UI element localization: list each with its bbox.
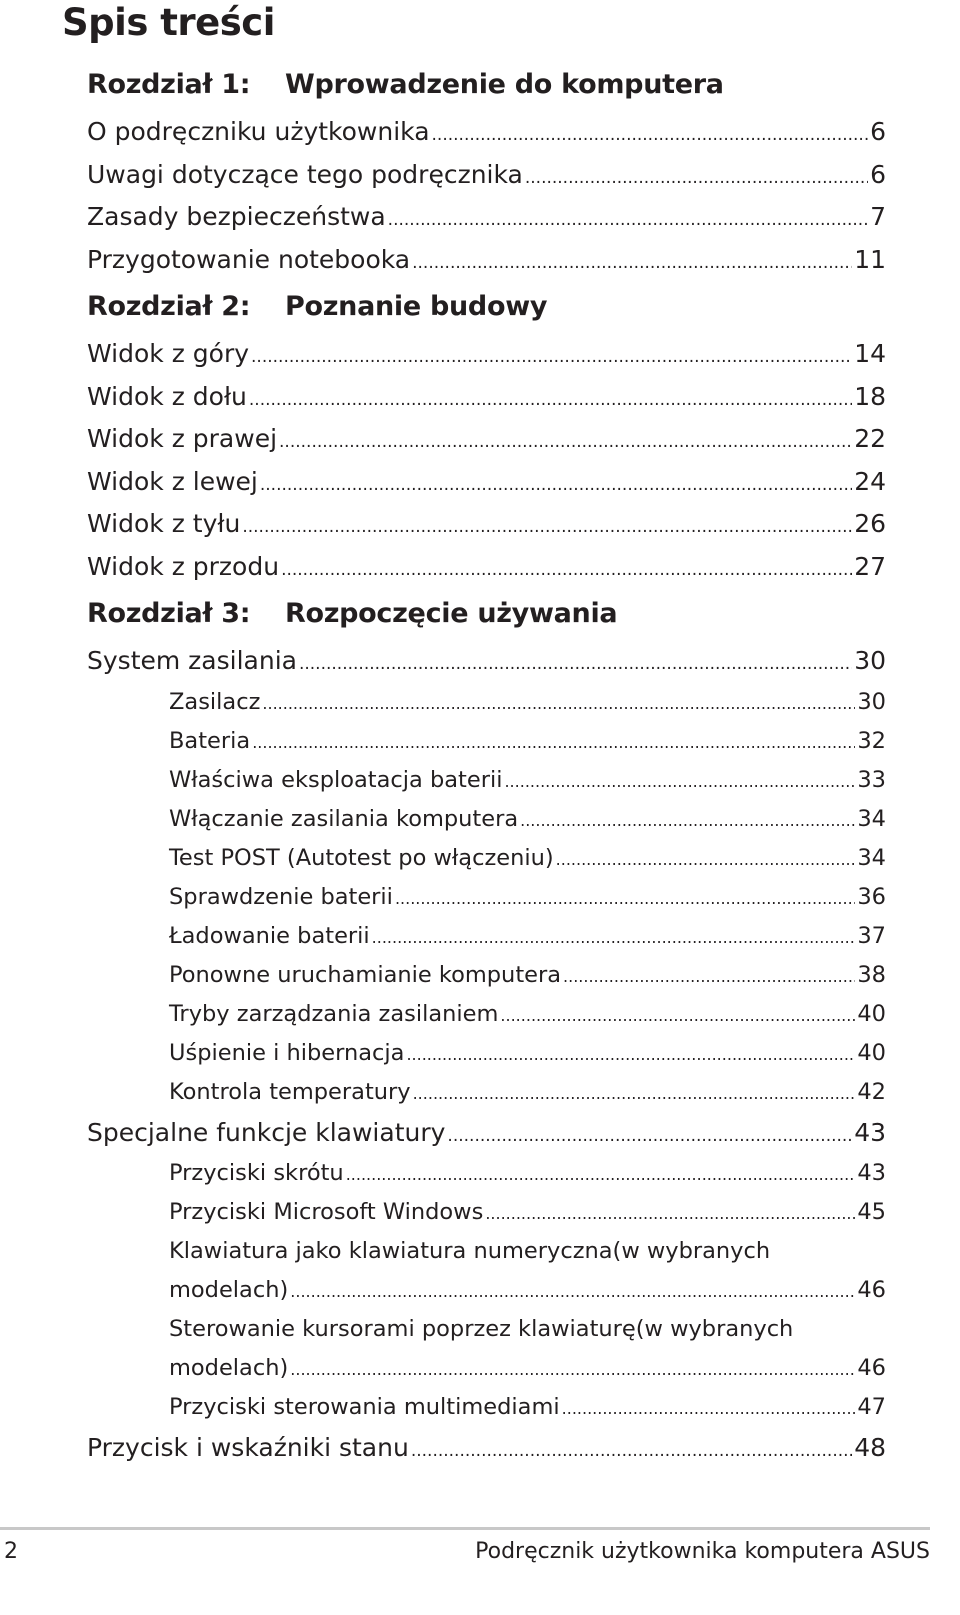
toc-entry-page: 26 [854,503,886,546]
dot-leader [500,996,855,1035]
toc-subentry-label: Włączanie zasilania komputera [169,800,518,839]
toc-subentry-label: Tryby zarządzania zasilaniem [169,995,498,1034]
toc-subentry-page: 33 [857,761,886,800]
toc-section-label: Specjalne funkcje klawiatury [87,1112,445,1155]
dot-leader [251,336,852,379]
dot-leader [242,506,852,549]
toc-subentry-label: Bateria [169,722,250,761]
toc-subentry[interactable] [0,1154,886,1193]
chapter-number: Rozdział 2: [87,291,251,322]
toc-subentry[interactable] [0,722,886,761]
toc-entry-label: O podręczniku użytkownika [87,111,430,154]
toc-subentry[interactable] [0,995,886,1034]
toc-subentry-label: Właściwa eksploatacja baterii [169,761,502,800]
dot-leader [562,1389,856,1428]
toc-subentry-label: Przyciski Microsoft Windows [169,1193,483,1232]
footer-page-number: 2 [4,1539,18,1564]
dot-leader [281,549,852,592]
toc-subentry[interactable] [0,800,886,839]
toc-subentry[interactable] [0,683,886,722]
footer-divider [0,1527,930,1530]
dot-leader [252,723,855,762]
toc-section[interactable] [0,1112,886,1155]
dot-leader [556,840,856,879]
toc-section-page: 48 [854,1427,886,1470]
page-title: Spis treści [62,1,275,44]
toc-entry-page: 7 [870,196,886,239]
toc-entry[interactable] [0,111,886,154]
toc-subentry-label: Przyciski sterowania multimediami [169,1388,560,1427]
toc-section-page: 43 [854,1112,886,1155]
toc-subentry-page: 46 [857,1271,886,1310]
toc-subentry-page: 46 [857,1349,886,1388]
toc-subentry-line1[interactable]: Klawiatura jako klawiatura numeryczna(w wybranych [169,1238,771,1264]
toc-entry-page: 27 [854,546,886,589]
toc-entry-label: Widok z tyłu [87,503,240,546]
chapter-name: Rozpoczęcie używania [285,598,618,629]
toc-subentry-label: Ponowne uruchamianie komputera [169,956,561,995]
dot-leader [249,379,852,422]
toc-section[interactable] [0,1427,886,1470]
dot-leader [346,1155,856,1194]
toc-subentry-page: 37 [857,917,886,956]
toc-subentry-page: 45 [857,1193,886,1232]
dot-leader [412,242,852,285]
toc-subentry-page: 43 [857,1154,886,1193]
toc-entry-page: 24 [854,461,886,504]
toc-subentry[interactable] [0,956,886,995]
dot-leader [299,643,852,686]
toc-subentry[interactable] [0,1193,886,1232]
toc-section-page: 30 [854,640,886,683]
toc-subentry-page: 36 [857,878,886,917]
toc-subentry-label: Kontrola temperatury [169,1073,411,1112]
toc-entry-page: 14 [854,333,886,376]
dot-leader [563,957,855,996]
toc-subentry-page: 42 [857,1073,886,1112]
table-of-contents [0,59,960,1470]
toc-entry[interactable] [0,546,886,589]
toc-subentry-label: Przyciski skrótu [169,1154,344,1193]
toc-subentry-page: 30 [857,683,886,722]
toc-subentry[interactable] [0,878,886,917]
dot-leader [395,879,855,918]
toc-entry[interactable] [0,196,886,239]
dot-leader [279,421,852,464]
chapter-name: Poznanie budowy [285,291,548,322]
toc-entry-label: Przygotowanie notebooka [87,239,410,282]
dot-leader [432,114,869,157]
dot-leader [447,1115,852,1158]
toc-subentry[interactable] [0,1388,886,1427]
toc-subentry[interactable] [0,1271,886,1310]
chapter-heading [0,281,960,333]
toc-entry-label: Zasady bezpieczeństwa [87,196,386,239]
toc-subentry-label: Sprawdzenie baterii [169,878,393,917]
toc-subentry-label: Uśpienie i hibernacja [169,1034,404,1073]
dot-leader [406,1035,855,1074]
toc-entry[interactable] [0,503,886,546]
toc-entry-label: Uwagi dotyczące tego podręcznika [87,154,523,197]
toc-subentry-page: 34 [857,800,886,839]
toc-subentry-label: Zasilacz [169,683,260,722]
dot-leader [290,1350,855,1389]
dot-leader [388,199,868,242]
toc-entry[interactable] [0,418,886,461]
toc-subentry[interactable] [0,761,886,800]
toc-subentry[interactable] [0,1349,886,1388]
toc-entry[interactable] [0,239,886,282]
chapter-number: Rozdział 3: [87,598,251,629]
dot-leader [372,918,856,957]
toc-entry-page: 11 [854,239,886,282]
toc-entry[interactable] [0,461,886,504]
toc-entry-page: 18 [854,376,886,419]
toc-entry[interactable] [0,333,886,376]
toc-subentry[interactable] [0,917,886,956]
footer-title: Podręcznik użytkownika komputera ASUS [475,1539,930,1564]
toc-section-label: Przycisk i wskaźniki stanu [87,1427,409,1470]
chapter-heading [0,588,960,640]
toc-entry-label: Widok z prawej [87,418,277,461]
toc-subentry-label: Ładowanie baterii [169,917,370,956]
toc-subentry-label: modelach) [169,1349,288,1388]
toc-entry-page: 6 [870,111,886,154]
chapter-heading [0,59,960,111]
toc-section-label: System zasilania [87,640,297,683]
toc-subentry-label: Test POST (Autotest po włączeniu) [169,839,554,878]
toc-entry-page: 6 [870,154,886,197]
chapter-number: Rozdział 1: [87,69,251,100]
toc-subentry-page: 40 [857,1034,886,1073]
dot-leader [260,464,852,507]
toc-subentry-page: 34 [857,839,886,878]
toc-entry-label: Widok z przodu [87,546,279,589]
dot-leader [290,1272,855,1311]
toc-section[interactable] [0,640,886,683]
toc-entry[interactable] [0,154,886,197]
dot-leader [520,801,855,840]
dot-leader [525,157,868,200]
toc-entry[interactable] [0,376,886,419]
dot-leader [485,1194,855,1233]
chapter-name: Wprowadzenie do komputera [285,69,724,100]
toc-subentry-page: 32 [857,722,886,761]
toc-subentry-line1[interactable]: Sterowanie kursorami poprzez klawiaturę(w wybranych [169,1316,794,1342]
dot-leader [262,684,855,723]
toc-subentry-page: 40 [857,995,886,1034]
dot-leader [413,1074,856,1113]
dot-leader [411,1430,852,1473]
dot-leader [504,762,855,801]
toc-subentry[interactable] [0,839,886,878]
toc-subentry[interactable] [0,1073,886,1112]
toc-entry-label: Widok z góry [87,333,249,376]
toc-entry-page: 22 [854,418,886,461]
toc-subentry-page: 47 [857,1388,886,1427]
toc-subentry[interactable] [0,1034,886,1073]
toc-subentry-label: modelach) [169,1271,288,1310]
toc-subentry-page: 38 [857,956,886,995]
toc-entry-label: Widok z lewej [87,461,258,504]
toc-entry-label: Widok z dołu [87,376,247,419]
